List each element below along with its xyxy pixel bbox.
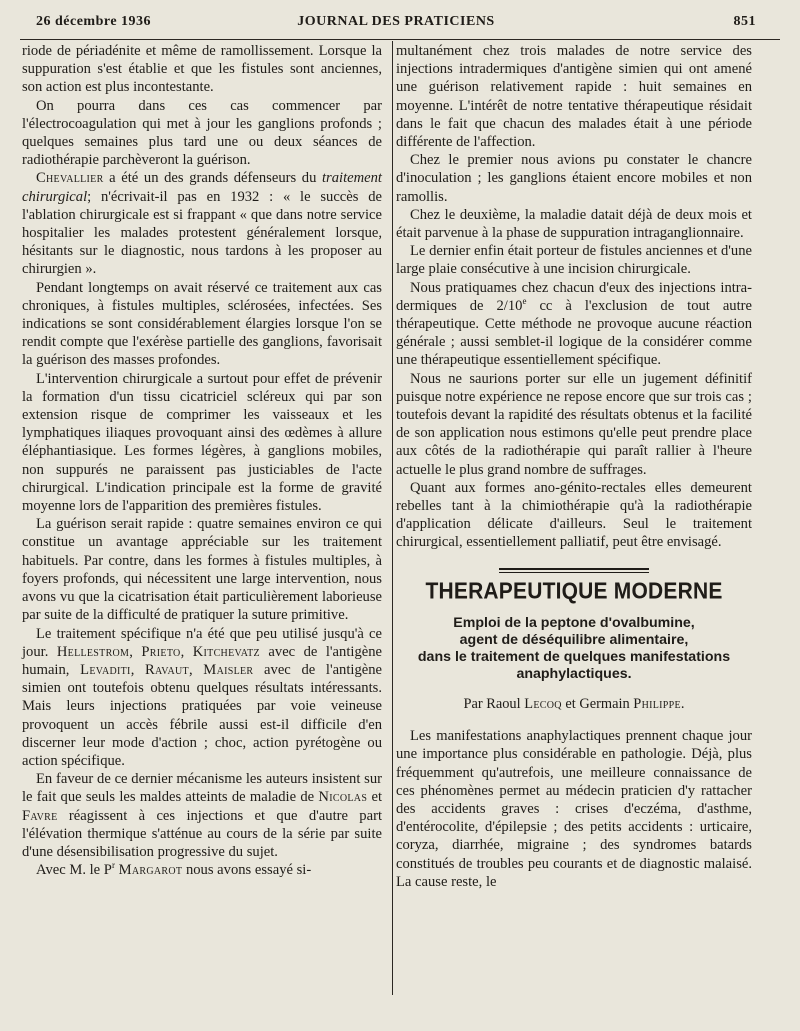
text-run: multanément chez trois malades de notre service des injections intradermiques d'antigène simien qui ont amené une guérison relativement rapide : huit semaines en moyenne. L'intérêt de notre tentative thérapeutique résidait dans le fait que chacun des malades était à une période différente de l'affection. [396, 43, 752, 151]
text-run: , [180, 643, 193, 660]
text-run: et Germain [561, 695, 634, 712]
text-run: Pendant longtemps on avait réservé ce traitement aux cas chroniques, à fistules multiples, sclérosées, infectées. Ses indications se sont considérablement élargies lorsque l'on se rendit compte que l'exérèse partielle des ganglions, favorisait la guérison des masses profondes. [22, 279, 382, 369]
paragraph [396, 42, 752, 151]
text-run: Chez le premier nous avions pu constater le chancre d'inoculation ; les ganglions étaient encore mobiles et non ramollis. [396, 152, 752, 205]
text-run: r [111, 860, 115, 871]
text-run: Quant aux formes ano-génito-rectales elles demeurent rebelles tant à la chimiothérapie qu'à la radiothérapie d'application délicate d'ailleurs. Seul le traitement chirurgical, essentiellement palliatif, peut être envisagé. [396, 479, 752, 551]
text-run: , [129, 643, 142, 660]
text-run: Par Raoul [463, 695, 525, 712]
text-run: avec de l'antigène simien ont toutefois obtenu quelques résultats intéressants. Mais leurs injections pratiquées par voie veineuse provoquent un accès fébrile aussi est-il difficile d'en discerner leur mode d'action ; choc, action pyrétogène ou action spécifique. [22, 661, 383, 769]
article-title-line: dans le traitement de quelques manifestations [417, 648, 731, 665]
column-divider [392, 41, 393, 995]
text-run: Le dernier enfin était porteur de fistules anciennes et d'une large plaie consécutive à une incision chirurgicale. [396, 243, 752, 278]
paragraph [22, 515, 382, 624]
author-name: Hellestrom [56, 643, 130, 660]
text-run: La guérison serait rapide : quatre semaines environ ce qui constitue un avantage appréciable sur les traitement habituels. Par contre, dans les formes à fistules multiples, à foyers profonds, qui nécessitent une large intervention, nous avons vu que la cicatrisation était particulièrement laborieuse par suite de la difficulté de pratiquer la suture primitive. [22, 516, 382, 624]
right-column-text [396, 42, 752, 552]
article-title-line: agent de déséquilibre alimentaire, [459, 631, 689, 648]
text-run: . [680, 695, 685, 712]
text-run: traitement chirurgical [22, 170, 382, 205]
issue-date: 26 décembre 1936 [36, 14, 152, 29]
paragraph [396, 206, 752, 242]
author-name: Chevallier [36, 170, 104, 187]
text-run: Nous ne saurions porter sur elle un jugement définitif puisque notre expérience ne repose encore que sur trois cas ; toutefois devant la rapidité des résultats obtenus et la facilité de son application nous estimons qu'elle peut prendre place aux côtés de la radiothérapie qui paraît rallier à l'heure actuelle le plus grand nombre de suffrages. [396, 370, 752, 478]
author-name: Kitchevatz [192, 643, 260, 660]
paragraph [22, 861, 382, 879]
header-rule [20, 39, 780, 40]
author-name: Prieto [141, 643, 181, 660]
paragraph [396, 279, 752, 370]
paragraph [22, 370, 382, 516]
author-name: Levaditi [80, 661, 131, 678]
text-run: En faveur de ce dernier mécanisme les auteurs insistent sur le fait que seuls les maldes atteints de maladie de [22, 771, 382, 806]
paragraph [22, 169, 382, 278]
article-byline [396, 695, 752, 713]
text-run: Chez le deuxième, la maladie datait déjà de deux mois et était parvenue à la phase de suppuration intraganglionnaire. [396, 206, 752, 242]
paragraph [396, 242, 752, 278]
paragraph [22, 42, 382, 97]
paragraph [22, 279, 382, 370]
text-run: nous avons essayé si- [182, 862, 312, 879]
text-run: , [130, 661, 146, 678]
article-title [396, 615, 752, 683]
author-name: Lecoq [524, 695, 562, 712]
paragraph [22, 770, 382, 861]
text-run: et [367, 789, 382, 806]
page-number: 851 [733, 14, 756, 29]
left-column [22, 42, 382, 879]
paragraph [22, 625, 382, 771]
text-run: cc à l'exclusion de tout autre thérapeutique. Cette méthode ne provoque aucune réaction générale ; aussi semblet-il logique de la considérer comme une thérapeutique essentiellement spécifique. [396, 297, 752, 369]
text-run: ; n'écrivait-il pas en 1932 : « le succès de l'ablation chirurgicale est si frappant « que dans notre service hospitalier les malades protestent généralement lorsque, hésitants sur le diagnostic, nous tardons à les proposer au chirurgien ». [22, 188, 382, 278]
running-head [36, 14, 756, 34]
author-name: Favre [22, 807, 58, 824]
text-run: , [188, 661, 204, 678]
text-run: e [522, 295, 527, 306]
author-name: Ravaut [145, 661, 189, 678]
journal-title: JOURNAL DES PRATICIENS [297, 14, 495, 29]
article-title-line: anaphylactiques. [516, 665, 632, 682]
text-run: Les manifestations anaphylactiques prennent chaque jour une importance plus considérable en pathologie. Déjà, plus fréquemment qu'autrefois, une meilleure connaissance de ces phénomènes permet au médecin praticien d'y rattacher des accidents graves : crises d'eczéma, d'asthme, d'entérocolite, d'épilepsie ; des petits accidents : urticaire, coryza, diarrhée, migraine ; des syndromes batards constitués de troubles peu courants et de diagnostic malaisé. La cause reste, le [396, 728, 752, 890]
text-run: Avec M. le P [36, 862, 112, 879]
text-run: Le traitement spécifique n'a été que peu utilisé jusqu'à ce jour. [22, 625, 382, 660]
text-run: riode de périadénite et même de ramollissement. Lorsque la suppuration s'est établie et que les fistules sont anciennes, son action est plus incontestante. [22, 43, 382, 96]
section-title: THERAPEUTIQUE MODERNE [425, 578, 723, 604]
paragraph [396, 727, 752, 891]
paragraph [396, 151, 752, 206]
author-name: Margarot [118, 862, 183, 879]
text-run: On pourra dans ces cas commencer par l'électrocoagulation qui met à jour les ganglions profonds ; quelques semaines plus tard une ou deux séances de radiothérapie parchèveront la guérison. [22, 97, 382, 169]
article-title-line: Emploi de la peptone d'ovalbumine, [453, 614, 695, 631]
text-run: réagissent à ces injections et que d'autre part l'élévation thermique s'atténue au cours de la série par suite d'une désensibilisation progressive du sujet. [22, 807, 382, 860]
paragraph [396, 479, 752, 552]
text-run: Nous pratiquames chez chacun d'eux des injections intra-dermiques de 2/10 [396, 279, 752, 314]
text-run: a été un des grands défenseurs du [103, 170, 322, 187]
right-column [396, 42, 752, 891]
author-name: Maisler [203, 661, 254, 678]
article-body [396, 727, 752, 891]
paragraph [22, 97, 382, 170]
author-name: Nicolas [318, 789, 368, 806]
paragraph [396, 370, 752, 479]
section-separator [499, 568, 649, 573]
text-run: avec de l'antigène humain, [22, 643, 382, 678]
author-name: Philippe [633, 695, 681, 712]
text-run: L'intervention chirurgicale a surtout pour effet de prévenir la formation d'un tissu cicatriciel scléreux qui par son extension risque de comprimer les vaisseaux et les lymphatiques iliaques provoquant ainsi des œdèmes à allure éléphantiasique. Les formes légères, à ganglions mobiles, non suppurés ne paraissent pas justiciables de l'acte chirurgical. L'indication principale est la forme de gravité moyenne lors de l'apparition des premières fistules. [22, 370, 382, 515]
